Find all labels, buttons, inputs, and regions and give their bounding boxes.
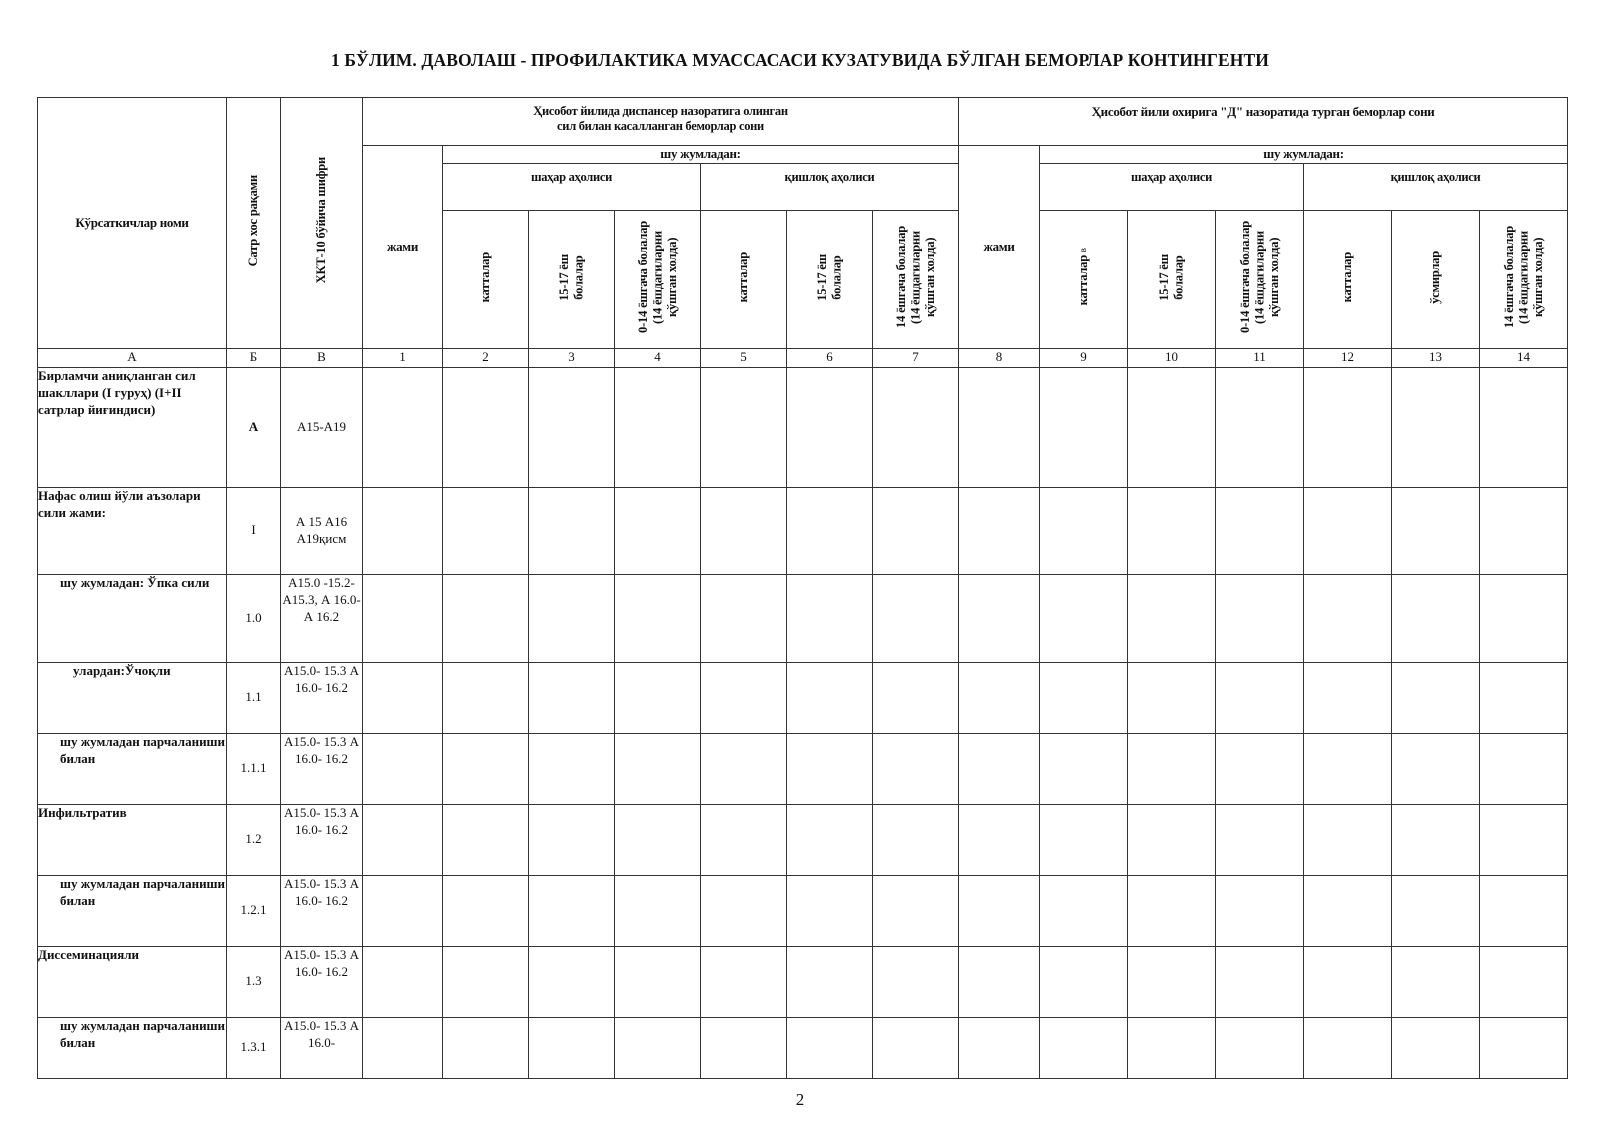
- value-cell-col-5: [701, 487, 787, 574]
- table-row: [38, 367, 1568, 487]
- row-code: I: [227, 487, 281, 574]
- value-cell-col-6: [787, 574, 873, 662]
- value-cell-col-2: [443, 804, 529, 875]
- value-cell-col-6: [787, 1017, 873, 1078]
- value-cell-col-10: [1128, 1017, 1216, 1078]
- value-cell-col-14: [1480, 367, 1568, 487]
- value-cell-col-12: [1304, 804, 1392, 875]
- header-adolescents-rural-right: ўсмирлар: [1392, 210, 1480, 348]
- table-row: [38, 946, 1568, 1017]
- value-cell-col-1: [363, 487, 443, 574]
- value-cell-col-7: [873, 574, 959, 662]
- value-cell-col-2: [443, 367, 529, 487]
- value-cell-col-14: [1480, 1017, 1568, 1078]
- table-row: [38, 875, 1568, 946]
- row-code: 1.0: [227, 574, 281, 662]
- row-name: Нафас олиш йўли аъзолари сили жами:: [38, 487, 227, 574]
- value-cell-col-7: [873, 662, 959, 733]
- value-cell-col-2: [443, 662, 529, 733]
- value-cell-col-7: [873, 1017, 959, 1078]
- value-cell-col-8: [959, 804, 1040, 875]
- row-icd: А 15 А16 А19қисм: [281, 487, 363, 574]
- header-children-rural-left: 14 ёшгача болалар (14 ёшдагиларни қўшган холда): [873, 210, 959, 348]
- value-cell-col-3: [529, 733, 615, 804]
- header-rural-left: қишлоқ аҳолиси: [701, 163, 959, 210]
- value-cell-col-3: [529, 946, 615, 1017]
- header-teens-rural-left: 15-17 ёш болалар: [787, 210, 873, 348]
- value-cell-col-4: [615, 804, 701, 875]
- value-cell-col-14: [1480, 487, 1568, 574]
- value-cell-col-8: [959, 662, 1040, 733]
- value-cell-col-2: [443, 946, 529, 1017]
- value-cell-col-11: [1216, 946, 1304, 1017]
- table-row: [38, 733, 1568, 804]
- value-cell-col-6: [787, 875, 873, 946]
- header-adults-rural-right: катталар: [1304, 210, 1392, 348]
- value-cell-col-10: [1128, 367, 1216, 487]
- header-icd-code: ХКТ-10 бўйича шифри: [281, 98, 363, 349]
- value-cell-col-9: [1040, 804, 1128, 875]
- header-children-rural-right: 14 ёшгача болалар (14 ёшдагиларни қўшган холда): [1480, 210, 1568, 348]
- row-name: улардан:Ўчоқли: [38, 662, 227, 733]
- value-cell-col-6: [787, 662, 873, 733]
- value-cell-col-9: [1040, 946, 1128, 1017]
- table-row: [38, 1017, 1568, 1078]
- value-cell-col-8: [959, 1017, 1040, 1078]
- value-cell-col-14: [1480, 733, 1568, 804]
- value-cell-col-4: [615, 662, 701, 733]
- row-code: 1.1.1: [227, 733, 281, 804]
- value-cell-col-1: [363, 367, 443, 487]
- value-cell-col-13: [1392, 662, 1480, 733]
- value-cell-col-11: [1216, 487, 1304, 574]
- table-row: [38, 662, 1568, 733]
- col-number: 2: [443, 348, 529, 367]
- value-cell-col-5: [701, 574, 787, 662]
- row-name: шу жумладан парчаланиши билан: [38, 733, 227, 804]
- header-row-code: Сатр хос рақами: [227, 98, 281, 349]
- value-cell-col-9: [1040, 574, 1128, 662]
- value-cell-col-14: [1480, 662, 1568, 733]
- value-cell-col-1: [363, 733, 443, 804]
- value-cell-col-11: [1216, 1017, 1304, 1078]
- header-including-right: шу жумладан:: [1040, 146, 1568, 164]
- col-number: 14: [1480, 348, 1568, 367]
- header-row-1: [38, 98, 1568, 146]
- row-name: шу жумладан парчаланиши билан: [38, 1017, 227, 1078]
- col-number: 5: [701, 348, 787, 367]
- value-cell-col-12: [1304, 487, 1392, 574]
- col-number: 12: [1304, 348, 1392, 367]
- col-number: 9: [1040, 348, 1128, 367]
- value-cell-col-5: [701, 875, 787, 946]
- value-cell-col-4: [615, 487, 701, 574]
- value-cell-col-11: [1216, 733, 1304, 804]
- row-name: Инфильтратив: [38, 804, 227, 875]
- value-cell-col-13: [1392, 487, 1480, 574]
- row-name: Бирламчи аниқланган сил шакллари (I гуруҳ) (I+II сатрлар йиғиндиси): [38, 367, 227, 487]
- value-cell-col-13: [1392, 733, 1480, 804]
- row-icd: А15.0- 15.3 А 16.0- 16.2: [281, 946, 363, 1017]
- value-cell-col-3: [529, 875, 615, 946]
- header-teens-urban-right: 15-17 ёш болалар: [1128, 210, 1216, 348]
- header-indicator-name: Кўрсаткичлар номи: [38, 98, 227, 349]
- value-cell-col-7: [873, 733, 959, 804]
- value-cell-col-12: [1304, 946, 1392, 1017]
- value-cell-col-12: [1304, 574, 1392, 662]
- value-cell-col-11: [1216, 662, 1304, 733]
- value-cell-col-7: [873, 367, 959, 487]
- value-cell-col-4: [615, 1017, 701, 1078]
- header-teens-urban-left: 15-17 ёш болалар: [529, 210, 615, 348]
- value-cell-col-13: [1392, 574, 1480, 662]
- value-cell-col-13: [1392, 875, 1480, 946]
- header-rural-right: қишлоқ аҳолиси: [1304, 163, 1568, 210]
- row-icd: А15.0- 15.3 А 16.0- 16.2: [281, 733, 363, 804]
- header-including-left: шу жумладан:: [443, 146, 959, 164]
- value-cell-col-8: [959, 487, 1040, 574]
- col-number: 11: [1216, 348, 1304, 367]
- header-total-left: жами: [363, 146, 443, 349]
- row-icd: А15.0- 15.3 А 16.0-: [281, 1017, 363, 1078]
- value-cell-col-7: [873, 875, 959, 946]
- table-row: [38, 487, 1568, 574]
- row-icd: А15.0 -15.2- А15.3, А 16.0- А 16.2: [281, 574, 363, 662]
- value-cell-col-3: [529, 487, 615, 574]
- value-cell-col-4: [615, 733, 701, 804]
- value-cell-col-5: [701, 1017, 787, 1078]
- value-cell-col-5: [701, 946, 787, 1017]
- row-name: шу жумладан парчаланиши билан: [38, 875, 227, 946]
- value-cell-col-9: [1040, 367, 1128, 487]
- header-urban-left: шаҳар аҳолиси: [443, 163, 701, 210]
- value-cell-col-1: [363, 662, 443, 733]
- header-children-urban-right: 0-14 ёшгача болалар (14 ёшдагиларни қўшган холда): [1216, 210, 1304, 348]
- row-code: 1.3.1: [227, 1017, 281, 1078]
- value-cell-col-5: [701, 733, 787, 804]
- header-urban-right: шаҳар аҳолиси: [1040, 163, 1304, 210]
- row-name: Диссеминацияли: [38, 946, 227, 1017]
- row-code: А: [227, 367, 281, 487]
- row-icd: А15.0- 15.3 А 16.0- 16.2: [281, 875, 363, 946]
- row-code: 1.1: [227, 662, 281, 733]
- value-cell-col-1: [363, 1017, 443, 1078]
- value-cell-col-10: [1128, 487, 1216, 574]
- value-cell-col-13: [1392, 1017, 1480, 1078]
- value-cell-col-14: [1480, 804, 1568, 875]
- header-group-end-of-year: Ҳисобот йили охирига "Д" назоратида турган беморлар сони: [959, 98, 1568, 146]
- col-number: А: [38, 348, 227, 367]
- col-number: 3: [529, 348, 615, 367]
- value-cell-col-3: [529, 804, 615, 875]
- value-cell-col-10: [1128, 875, 1216, 946]
- row-icd: А15.0- 15.3 А 16.0- 16.2: [281, 804, 363, 875]
- header-adults-rural-left: катталар: [701, 210, 787, 348]
- value-cell-col-12: [1304, 662, 1392, 733]
- col-number: 4: [615, 348, 701, 367]
- value-cell-col-11: [1216, 574, 1304, 662]
- col-number: В: [281, 348, 363, 367]
- value-cell-col-9: [1040, 1017, 1128, 1078]
- row-name: шу жумладан: Ўпка сили: [38, 574, 227, 662]
- value-cell-col-3: [529, 574, 615, 662]
- value-cell-col-8: [959, 946, 1040, 1017]
- value-cell-col-6: [787, 367, 873, 487]
- header-group-registered: Ҳисобот йилида диспансер назоратига олинган сил билан касалланган беморлар сони: [363, 98, 959, 146]
- value-cell-col-1: [363, 574, 443, 662]
- row-code: 1.3: [227, 946, 281, 1017]
- value-cell-col-5: [701, 662, 787, 733]
- value-cell-col-11: [1216, 804, 1304, 875]
- column-number-row: [38, 348, 1568, 367]
- value-cell-col-1: [363, 875, 443, 946]
- value-cell-col-10: [1128, 946, 1216, 1017]
- value-cell-col-10: [1128, 574, 1216, 662]
- value-cell-col-10: [1128, 733, 1216, 804]
- value-cell-col-11: [1216, 367, 1304, 487]
- value-cell-col-4: [615, 574, 701, 662]
- value-cell-col-8: [959, 574, 1040, 662]
- value-cell-col-11: [1216, 875, 1304, 946]
- value-cell-col-6: [787, 946, 873, 1017]
- value-cell-col-6: [787, 804, 873, 875]
- value-cell-col-13: [1392, 946, 1480, 1017]
- value-cell-col-7: [873, 487, 959, 574]
- value-cell-col-4: [615, 875, 701, 946]
- value-cell-col-2: [443, 487, 529, 574]
- patient-contingent-table: [37, 97, 1568, 1079]
- col-number: 13: [1392, 348, 1480, 367]
- document-title: 1 БЎЛИМ. ДАВОЛАШ - ПРОФИЛАКТИКА МУАССАСАСИ КУЗАТУВИДА БЎЛГАН БЕМОРЛАР КОНТИНГЕНТИ: [331, 50, 1269, 70]
- row-icd: А15.0- 15.3 А 16.0- 16.2: [281, 662, 363, 733]
- value-cell-col-5: [701, 367, 787, 487]
- value-cell-col-9: [1040, 875, 1128, 946]
- value-cell-col-5: [701, 804, 787, 875]
- value-cell-col-2: [443, 574, 529, 662]
- header-total-right: жами: [959, 146, 1040, 349]
- col-number: 10: [1128, 348, 1216, 367]
- value-cell-col-3: [529, 367, 615, 487]
- col-number: 8: [959, 348, 1040, 367]
- col-number: 1: [363, 348, 443, 367]
- row-icd: А15-А19: [281, 367, 363, 487]
- value-cell-col-10: [1128, 804, 1216, 875]
- value-cell-col-4: [615, 946, 701, 1017]
- header-children-urban-left: 0-14 ёшгача болалар (14 ёшдагиларни қўшган холда): [615, 210, 701, 348]
- value-cell-col-9: [1040, 733, 1128, 804]
- table-row: [38, 804, 1568, 875]
- value-cell-col-8: [959, 875, 1040, 946]
- value-cell-col-10: [1128, 662, 1216, 733]
- value-cell-col-2: [443, 733, 529, 804]
- value-cell-col-8: [959, 733, 1040, 804]
- value-cell-col-3: [529, 1017, 615, 1078]
- page-number: 2: [795, 1090, 805, 1109]
- value-cell-col-12: [1304, 875, 1392, 946]
- value-cell-col-1: [363, 946, 443, 1017]
- value-cell-col-12: [1304, 1017, 1392, 1078]
- row-code: 1.2: [227, 804, 281, 875]
- row-code: 1.2.1: [227, 875, 281, 946]
- value-cell-col-3: [529, 662, 615, 733]
- header-adults-urban-right: катталар в: [1040, 210, 1128, 348]
- col-number: 6: [787, 348, 873, 367]
- value-cell-col-14: [1480, 946, 1568, 1017]
- value-cell-col-4: [615, 367, 701, 487]
- value-cell-col-7: [873, 946, 959, 1017]
- value-cell-col-9: [1040, 662, 1128, 733]
- value-cell-col-2: [443, 875, 529, 946]
- header-adults-urban-left: катталар: [443, 210, 529, 348]
- table-row: [38, 574, 1568, 662]
- value-cell-col-12: [1304, 367, 1392, 487]
- value-cell-col-6: [787, 733, 873, 804]
- value-cell-col-6: [787, 487, 873, 574]
- value-cell-col-14: [1480, 574, 1568, 662]
- value-cell-col-9: [1040, 487, 1128, 574]
- value-cell-col-7: [873, 804, 959, 875]
- value-cell-col-13: [1392, 804, 1480, 875]
- col-number: 7: [873, 348, 959, 367]
- value-cell-col-2: [443, 1017, 529, 1078]
- col-number: Б: [227, 348, 281, 367]
- value-cell-col-12: [1304, 733, 1392, 804]
- value-cell-col-14: [1480, 875, 1568, 946]
- value-cell-col-8: [959, 367, 1040, 487]
- value-cell-col-1: [363, 804, 443, 875]
- value-cell-col-13: [1392, 367, 1480, 487]
